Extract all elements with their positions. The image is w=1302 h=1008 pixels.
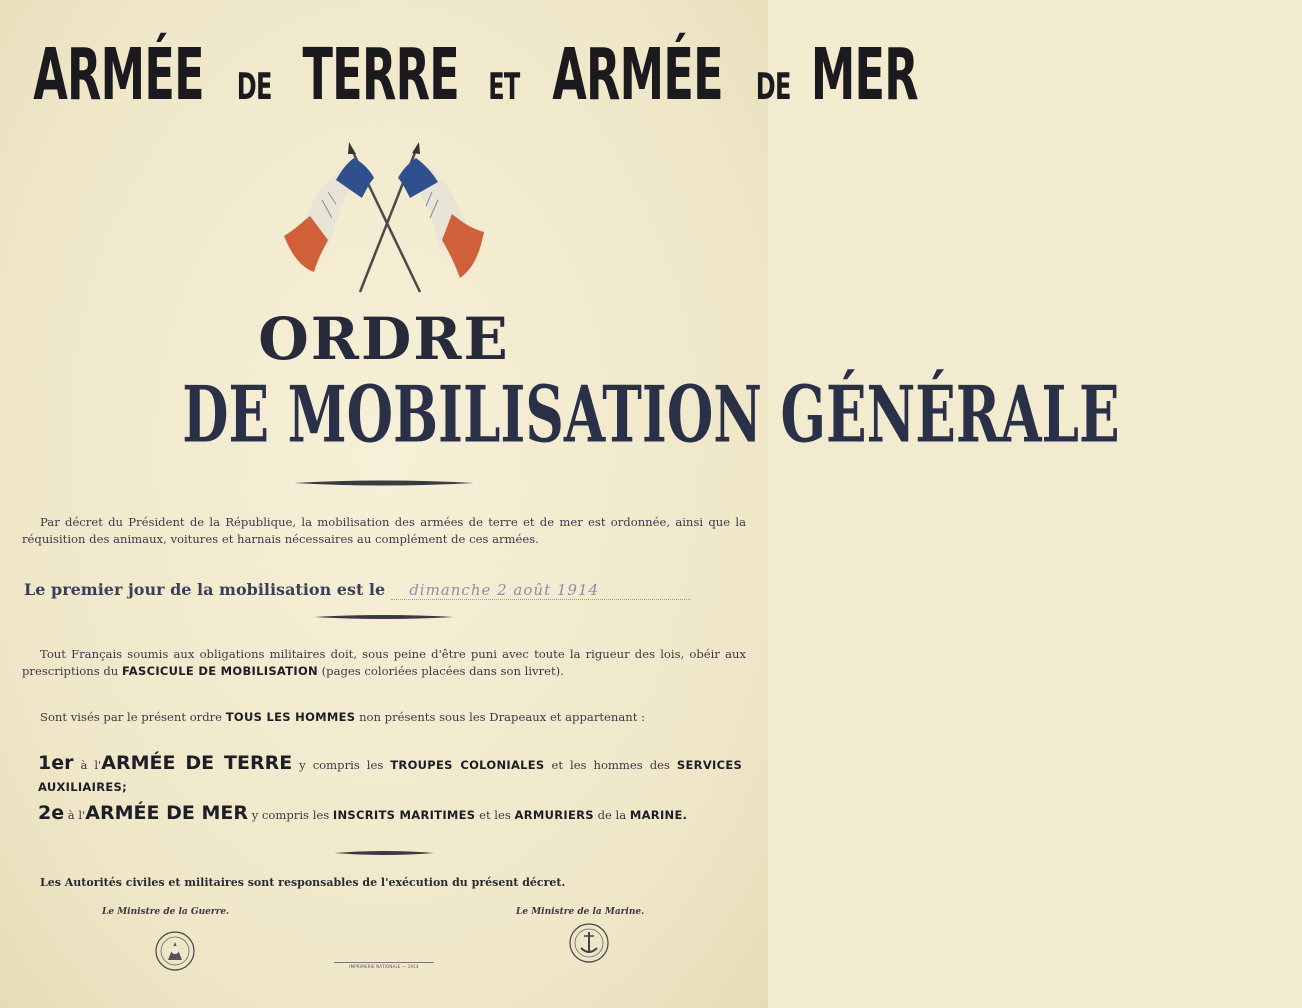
ornament-divider bbox=[0, 478, 768, 488]
title-ordre: ORDRE bbox=[258, 305, 510, 373]
item2-number: 2e bbox=[38, 802, 65, 824]
headline-word-mer: MER bbox=[811, 32, 919, 117]
headline-et: ET bbox=[488, 64, 520, 109]
item2-inscrits: INSCRITS MARITIMES bbox=[332, 808, 476, 822]
obligation-paragraph bbox=[22, 646, 746, 680]
crossed-flags-icon bbox=[270, 140, 500, 300]
item2-marine: MARINE. bbox=[629, 808, 688, 822]
item2-mid: y compris les bbox=[251, 808, 330, 822]
item2-armuriers: ARMURIERS bbox=[514, 808, 594, 822]
first-day-handwritten-date: dimanche 2 août 1914 bbox=[391, 581, 691, 600]
ornament-divider-3 bbox=[0, 848, 768, 858]
item2-de: de la bbox=[597, 808, 627, 822]
item-armee-de-terre bbox=[38, 752, 742, 798]
headline-word-terre: TERRE bbox=[302, 32, 459, 117]
minister-guerre: Le Ministre de la Guerre. bbox=[102, 907, 230, 917]
responsibility-text: Les Autorités civiles et militaires sont responsables de l'exécution du présent décret. bbox=[40, 876, 566, 889]
vises-text-after: non présents sous les Drapeaux et appartenant : bbox=[359, 710, 645, 724]
obligation-text-after: (pages coloriées placées dans son livret). bbox=[321, 664, 564, 678]
item1-number: 1er bbox=[38, 752, 74, 774]
item1-mid: y compris les bbox=[299, 758, 384, 772]
item1-and: et les hommes des bbox=[551, 758, 670, 772]
vises-paragraph bbox=[22, 709, 746, 726]
minister-marine: Le Ministre de la Marine. bbox=[516, 907, 645, 917]
headline-de-1: DE bbox=[236, 64, 272, 109]
headline-de-2: DE bbox=[755, 64, 791, 109]
decree-paragraph: Par décret du Président de la République, la mobilisation des armées de terre et de mer est ordonnée, ainsi que la réquisition des animaux, voitures et harnais nécessaires au complément de ces armées. bbox=[22, 515, 746, 546]
item2-prefix: à l' bbox=[67, 808, 86, 822]
ornament-divider-2 bbox=[0, 612, 768, 622]
title-mobilisation-text: DE MOBILISATION GÉNÉRALE bbox=[182, 369, 1120, 461]
printer-imprint: IMPRIMERIE NATIONALE — 1914 bbox=[334, 962, 434, 969]
item1-prefix: à l' bbox=[80, 758, 102, 772]
item2-and: et les bbox=[479, 808, 511, 822]
headline-word-armee-2: ARMÉE bbox=[551, 32, 723, 117]
item2-army: ARMÉE DE MER bbox=[85, 802, 248, 824]
item1-services: SERVICES AUXILIAIRES; bbox=[38, 758, 743, 794]
seal-guerre-icon bbox=[154, 930, 196, 972]
headline-word-armee-1: ARMÉE bbox=[33, 32, 204, 117]
fascicule-label: FASCICULE DE MOBILISATION bbox=[121, 664, 318, 678]
vises-text-before: Sont visés par le présent ordre bbox=[40, 710, 223, 724]
item1-troupes: TROUPES COLONIALES bbox=[390, 758, 545, 772]
title-mobilisation bbox=[0, 369, 1120, 461]
first-day-line bbox=[24, 580, 744, 600]
item1-army: ARMÉE DE TERRE bbox=[101, 752, 293, 774]
headline bbox=[0, 32, 919, 117]
seal-marine-icon bbox=[568, 922, 610, 964]
item-armee-de-mer bbox=[22, 802, 742, 826]
tous-les-hommes-label: TOUS LES HOMMES bbox=[225, 710, 356, 724]
first-day-label: Le premier jour de la mobilisation est le bbox=[24, 580, 386, 599]
obligation-text-before: Tout Français soumis aux obligations militaires doit, sous peine d'être puni avec toute la rigueur des lois, obéir aux prescriptions du bbox=[22, 647, 746, 678]
